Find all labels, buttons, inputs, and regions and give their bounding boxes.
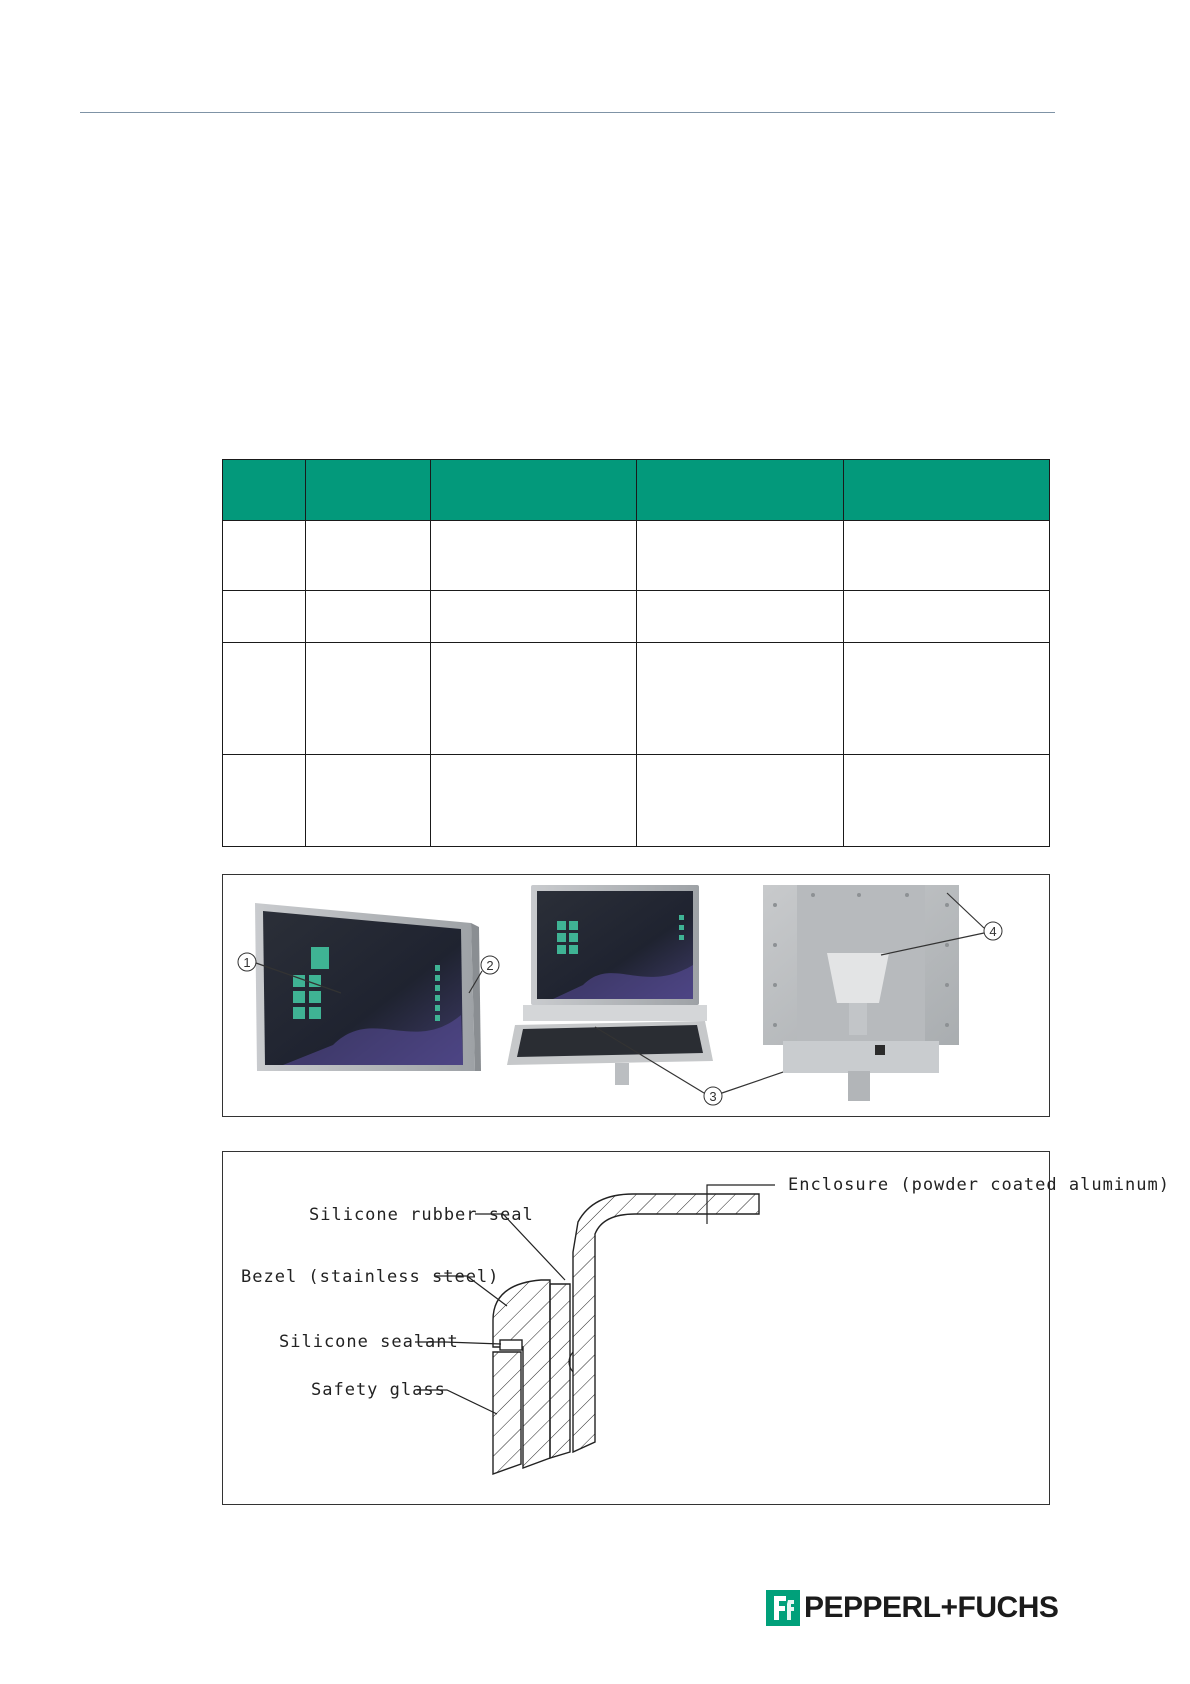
table-cell [431,755,637,847]
label-enclosure: Enclosure (powder coated aluminum) [788,1175,1170,1195]
cross-section-drawing [223,1152,1170,1504]
table-header-cell [431,460,637,521]
table-header-cell [223,460,306,521]
table-cell [223,521,306,591]
label-bezel: Bezel (stainless steel) [241,1267,500,1287]
product-photos-figure [222,874,1050,1117]
table-cell [431,643,637,755]
logo-mark-icon [766,1590,800,1626]
header-rule [80,112,1055,113]
cross-section-figure [222,1151,1170,1505]
table-cell [223,591,306,643]
table-cell [844,521,1050,591]
table-cell [637,643,844,755]
label-glass: Safety glass [311,1380,446,1400]
table-cell [223,755,306,847]
label-seal: Silicone rubber seal [309,1205,534,1225]
rear-view-photo [763,885,959,1101]
label-sealant: Silicone sealant [279,1332,459,1352]
svg-text:1: 1 [243,955,251,970]
glass-part [493,1352,521,1474]
seal-part [550,1284,570,1458]
table-cell [637,521,844,591]
table-cell [431,591,637,643]
table-header-row [223,460,1050,521]
pepperl-fuchs-logo [766,1588,1058,1628]
table-cell [637,591,844,643]
table-cell [844,755,1050,847]
product-photos-drawing [223,875,1049,1116]
svg-text:3: 3 [709,1089,717,1104]
table-header-cell [844,460,1050,521]
table-header-cell [306,460,431,521]
svg-text:4: 4 [989,924,997,939]
table-cell [306,591,431,643]
table-cell [306,755,431,847]
table-row [223,755,1050,847]
table-cell [306,643,431,755]
table-cell [306,521,431,591]
logo-text: PEPPERL+FUCHS [804,1591,1059,1624]
table-cell [223,643,306,755]
table-header-cell [637,460,844,521]
svg-text:2: 2 [486,958,494,973]
specification-table [222,459,1050,847]
enclosure-part [573,1194,759,1452]
table-cell [637,755,844,847]
table-cell [431,521,637,591]
panel-pc-front-photo [255,903,481,1071]
workstation-photo [507,885,713,1085]
sealant-part [500,1340,522,1350]
table-row [223,521,1050,591]
table-cell [844,591,1050,643]
table-row [223,591,1050,643]
table-row [223,643,1050,755]
table-cell [844,643,1050,755]
